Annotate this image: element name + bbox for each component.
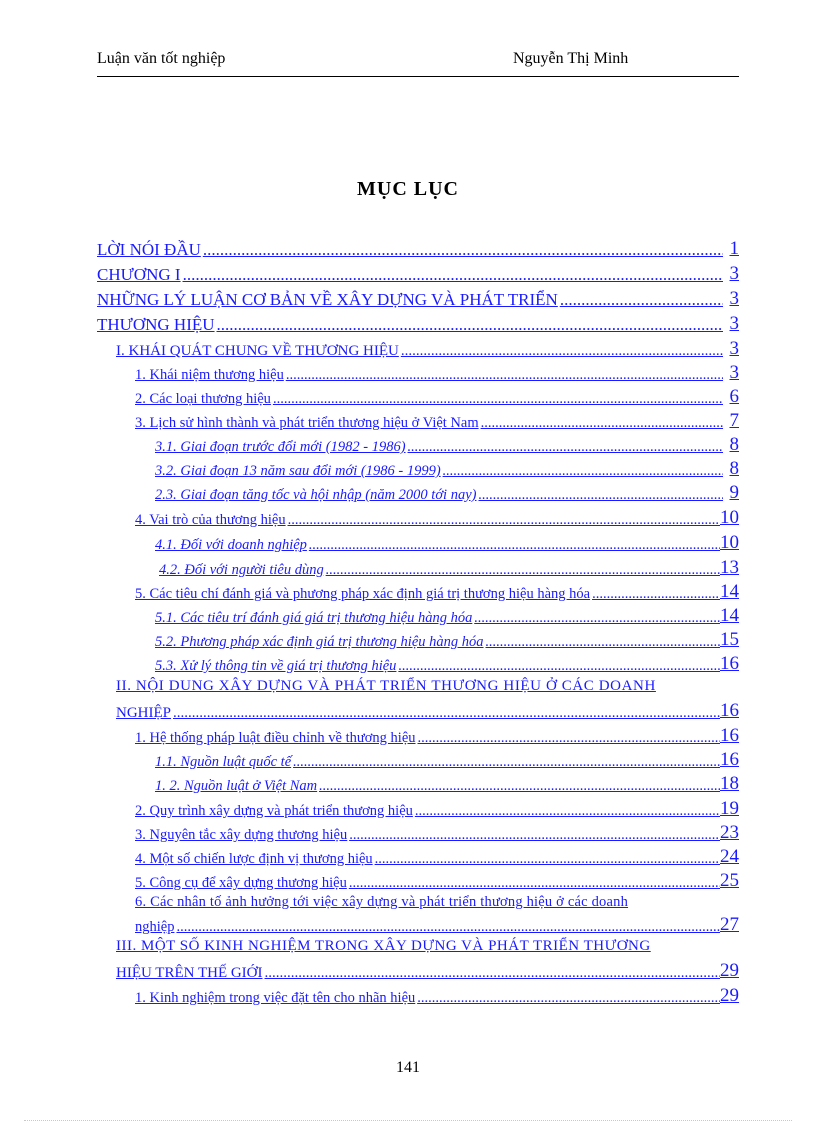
toc-entry-1-3[interactable]: 3. Lịch sử hình thành và phát triển thương hiệu ở Việt Nam ..... 7 bbox=[135, 410, 739, 432]
page-bottom-rule bbox=[24, 1120, 792, 1121]
toc-entry-1-4[interactable]: 4. Vai trò của thương hiệu ..... 10 bbox=[135, 507, 739, 529]
toc-entry-2-1[interactable]: 1. Hệ thống pháp luật điều chỉnh về thương hiệu ..... 16 bbox=[135, 725, 739, 747]
page-header bbox=[97, 50, 739, 77]
toc-entry-section-3-cont[interactable]: HIỆU TRÊN THẾ GIỚI ..... 29 bbox=[116, 960, 739, 982]
toc-entry-preface[interactable]: LỜI NÓI ĐẦU ..... 1 bbox=[97, 238, 739, 260]
toc-entry-1-5-1[interactable]: 5.1. Các tiêu trí đánh giá giá trị thương hiệu hàng hóa ..... 14 bbox=[155, 605, 739, 627]
toc-entry-2-1-1[interactable]: 1.1. Nguồn luật quốc tế ..... 16 bbox=[155, 749, 739, 771]
toc-entry-1-3-2[interactable]: 3.2. Giai đoạn 13 năm sau đổi mới (1986 - 1999) ..... 8 bbox=[155, 458, 739, 480]
toc-entry-2-4[interactable]: 4. Một số chiến lược định vị thương hiệu ..... 24 bbox=[135, 846, 739, 868]
toc-entry-1-4-2[interactable]: 4.2. Đối với người tiêu dùng ..... 13 bbox=[159, 557, 739, 579]
toc-entry-section-2[interactable]: II. NỘI DUNG XÂY DỰNG VÀ PHÁT TRIỂN THƯƠNG HIỆU Ở CÁC DOANH bbox=[116, 678, 656, 694]
toc-entry-section-2-cont[interactable]: NGHIỆP ..... 16 bbox=[116, 700, 739, 722]
toc-entry-chapter-1-title[interactable]: NHỮNG LÝ LUẬN CƠ BẢN VỀ XÂY DỰNG VÀ PHÁT TRIỂN ..... 3 bbox=[97, 288, 739, 310]
toc-entry-1-3-3[interactable]: 2.3. Giai đoạn tăng tốc và hội nhập (năm 2000 tới nay) ..... 9 bbox=[155, 482, 739, 504]
toc-entry-1-2[interactable]: 2. Các loại thương hiệu ..... 6 bbox=[135, 386, 739, 408]
toc-entry-1-4-1[interactable]: 4.1. Đối với doanh nghiệp ..... 10 bbox=[155, 532, 739, 554]
toc-entry-chapter-1[interactable]: CHƯƠNG I ..... 3 bbox=[97, 263, 739, 285]
toc-entry-section-3[interactable]: III. MỘT SỐ KINH NGHIỆM TRONG XÂY DỰNG VÀ PHÁT TRIỂN THƯƠNG bbox=[116, 938, 651, 954]
toc-entry-chapter-1-title-cont[interactable]: THƯƠNG HIỆU ..... 3 bbox=[97, 313, 739, 335]
toc-entry-1-5-2[interactable]: 5.2. Phương pháp xác định giá trị thương hiệu hàng hóa ..... 15 bbox=[155, 629, 739, 651]
toc-entry-1-5-3[interactable]: 5.3. Xử lý thông tin về giá trị thương hiệu ..... 16 bbox=[155, 653, 739, 675]
toc-entry-2-6-cont[interactable]: nghiệp ..... 27 bbox=[135, 914, 739, 936]
toc-entry-2-5[interactable]: 5. Công cụ để xây dựng thương hiệu ..... 25 bbox=[135, 870, 739, 892]
toc-entry-2-3[interactable]: 3. Nguyên tắc xây dựng thương hiệu ..... 23 bbox=[135, 822, 739, 844]
header-author-name: Nguyễn Thị Minh bbox=[513, 50, 629, 67]
toc-entry-1-3-1[interactable]: 3.1. Giai đoạn trước đổi mới (1982 - 1986) ..... 8 bbox=[155, 434, 739, 456]
page-title: MỤC LỤC bbox=[357, 178, 459, 200]
header-thesis-label: Luận văn tốt nghiệp bbox=[97, 50, 226, 67]
toc-entry-1-1[interactable]: 1. Khái niệm thương hiệu ..... 3 bbox=[135, 362, 739, 384]
toc-entry-section-1[interactable]: I. KHÁI QUÁT CHUNG VỀ THƯƠNG HIỆU ..... 3 bbox=[116, 338, 739, 360]
toc-entry-2-2[interactable]: 2. Quy trình xây dựng và phát triển thương hiệu ..... 19 bbox=[135, 798, 739, 820]
toc-entry-2-1-2[interactable]: 1. 2. Nguồn luật ở Việt Nam ..... 18 bbox=[155, 773, 739, 795]
page-number: 141 bbox=[396, 1059, 420, 1076]
toc-entry-2-6[interactable]: 6. Các nhân tố ảnh hưởng tới việc xây dựng và phát triển thương hiệu ở các doanh bbox=[135, 894, 629, 910]
toc-entry-3-1[interactable]: 1. Kinh nghiệm trong việc đặt tên cho nhãn hiệu ..... 29 bbox=[135, 985, 739, 1007]
toc-entry-1-5[interactable]: 5. Các tiêu chí đánh giá và phương pháp xác định giá trị thương hiệu hàng hóa ..... 14 bbox=[135, 581, 739, 603]
